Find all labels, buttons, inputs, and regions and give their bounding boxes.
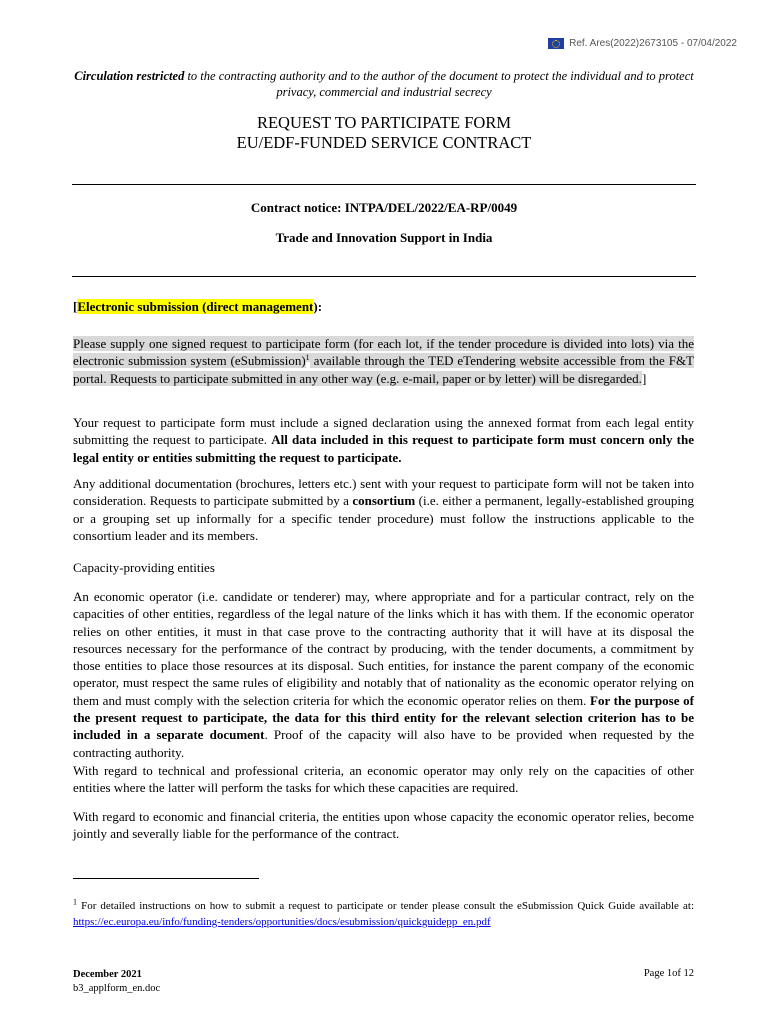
title-line-1: REQUEST TO PARTICIPATE FORM — [256, 113, 512, 132]
para3-text2: (i.e. either a permanent, legally-established grouping or a grouping set up informally for a specific tender procedure) must follow the instructions applicable to the consortium leader and its members. — [73, 493, 694, 543]
reference-header — [548, 38, 737, 49]
para1-text2: available through the TED eTendering website accessible from the F&T portal. Requests to participate submitted in any other way (e.g. e-mail, paper or by letter) will be disregarded. — [73, 353, 694, 386]
para4-bold: For the purpose of the present request to participate, the data for this third entity for the relevant selection criterion has to be included in a separate document — [73, 692, 694, 743]
circulation-rest: to the contracting authority and to the author of the document to protect the individual and to protect privacy, commercial and industrial secrecy — [184, 69, 694, 99]
para4-text: An economic operator (i.e. candidate or tenderer) may, where appropriate and for a particular contract, rely on the capacities of other entities, regardless of the legal nature of the links which it has with them. If the economic operator relies on other entities, it must in that case prove to the contracting authority that it will have at its disposal the resources necessary for the performance of the contract by producing, with the tender documents, a commitment by those entities to place those resources at its disposal. Such entities, for instance the parent company of the economic operator, must respect the same rules of eligibility and notably that of nationality as the economic operator relying on them and must comply with the selection criteria for which the economic operator relies on them. — [73, 589, 694, 708]
footnote-rule — [73, 878, 259, 879]
submission-label: Electronic submission (direct management — [77, 299, 314, 314]
bracket-close: ): — [313, 299, 323, 314]
para1-text: Please supply one signed request to participate form (for each lot, if the tender procedure is divided into lots) via the electronic submission system (eSubmission) — [73, 336, 694, 369]
page-number: Page 1of 12 — [643, 968, 694, 979]
footnote-ref[interactable]: 1 — [305, 352, 310, 362]
circulation-bold: Circulation restricted — [74, 69, 185, 83]
para4-text2: . Proof of the capacity will also have to be provided when requested by the contracting authority. — [73, 727, 694, 760]
divider-top — [72, 184, 696, 185]
para3-text: Any additional documentation (brochures, letters etc.) sent with your request to participate form will not be taken into consideration. Requests to participate submitted by a — [73, 476, 694, 509]
paragraph-capacity — [73, 588, 694, 761]
circulation-notice — [74, 68, 694, 100]
para2-bold: All data included in this request to participate form must concern only the legal entity or entities submitting the request to participate. — [73, 432, 694, 465]
footer-left — [73, 968, 160, 996]
paragraph-technical: With regard to technical and professional criteria, an economic operator may only rely on the capacities of other entities where the latter will perform the tasks for which these capacities are required. — [73, 763, 694, 796]
para3-bold: consortium — [352, 493, 416, 509]
paragraph-declaration — [73, 414, 694, 466]
divider-bottom — [72, 276, 696, 277]
project-title: Trade and Innovation Support in India — [275, 230, 493, 245]
footnote — [73, 898, 694, 930]
submission-heading — [73, 298, 694, 315]
title-line-2: EU/EDF-FUNDED SERVICE CONTRACT — [236, 133, 532, 152]
paragraph-additional-docs — [73, 475, 694, 544]
contract-notice: Contract notice: INTPA/DEL/2022/EA-RP/0049 — [250, 200, 518, 215]
footnote-text: For detailed instructions on how to submit a request to participate or tender please consult the eSubmission Quick Guide available at: — [77, 900, 694, 912]
paragraph-esubmission — [73, 335, 694, 387]
paragraph-financial: With regard to economic and financial criteria, the entities upon whose capacity the economic operator relies, become jointly and severally liable for the performance of the contract. — [73, 809, 694, 842]
bracket-open: [ — [73, 299, 78, 314]
para2-text: Your request to participate form must include a signed declaration using the annexed format from each legal entity submitting the request to participate. — [73, 415, 694, 448]
footnote-number: 1 — [73, 897, 77, 907]
footnote-link[interactable]: https://ec.europa.eu/info/funding-tenders/opportunities/docs/esubmission/quickguidepp_en.pdf — [73, 916, 491, 928]
capacity-heading: Capacity-providing entities — [73, 560, 215, 575]
eu-flag-icon — [548, 38, 564, 49]
form-title — [74, 113, 694, 153]
footer-file: b3_applform_en.doc — [73, 983, 161, 994]
footer-date: December 2021 — [73, 969, 142, 980]
para1-bracket: ] — [641, 370, 647, 386]
reference-text: Ref. Ares(2022)2673105 - 07/04/2022 — [569, 38, 737, 49]
